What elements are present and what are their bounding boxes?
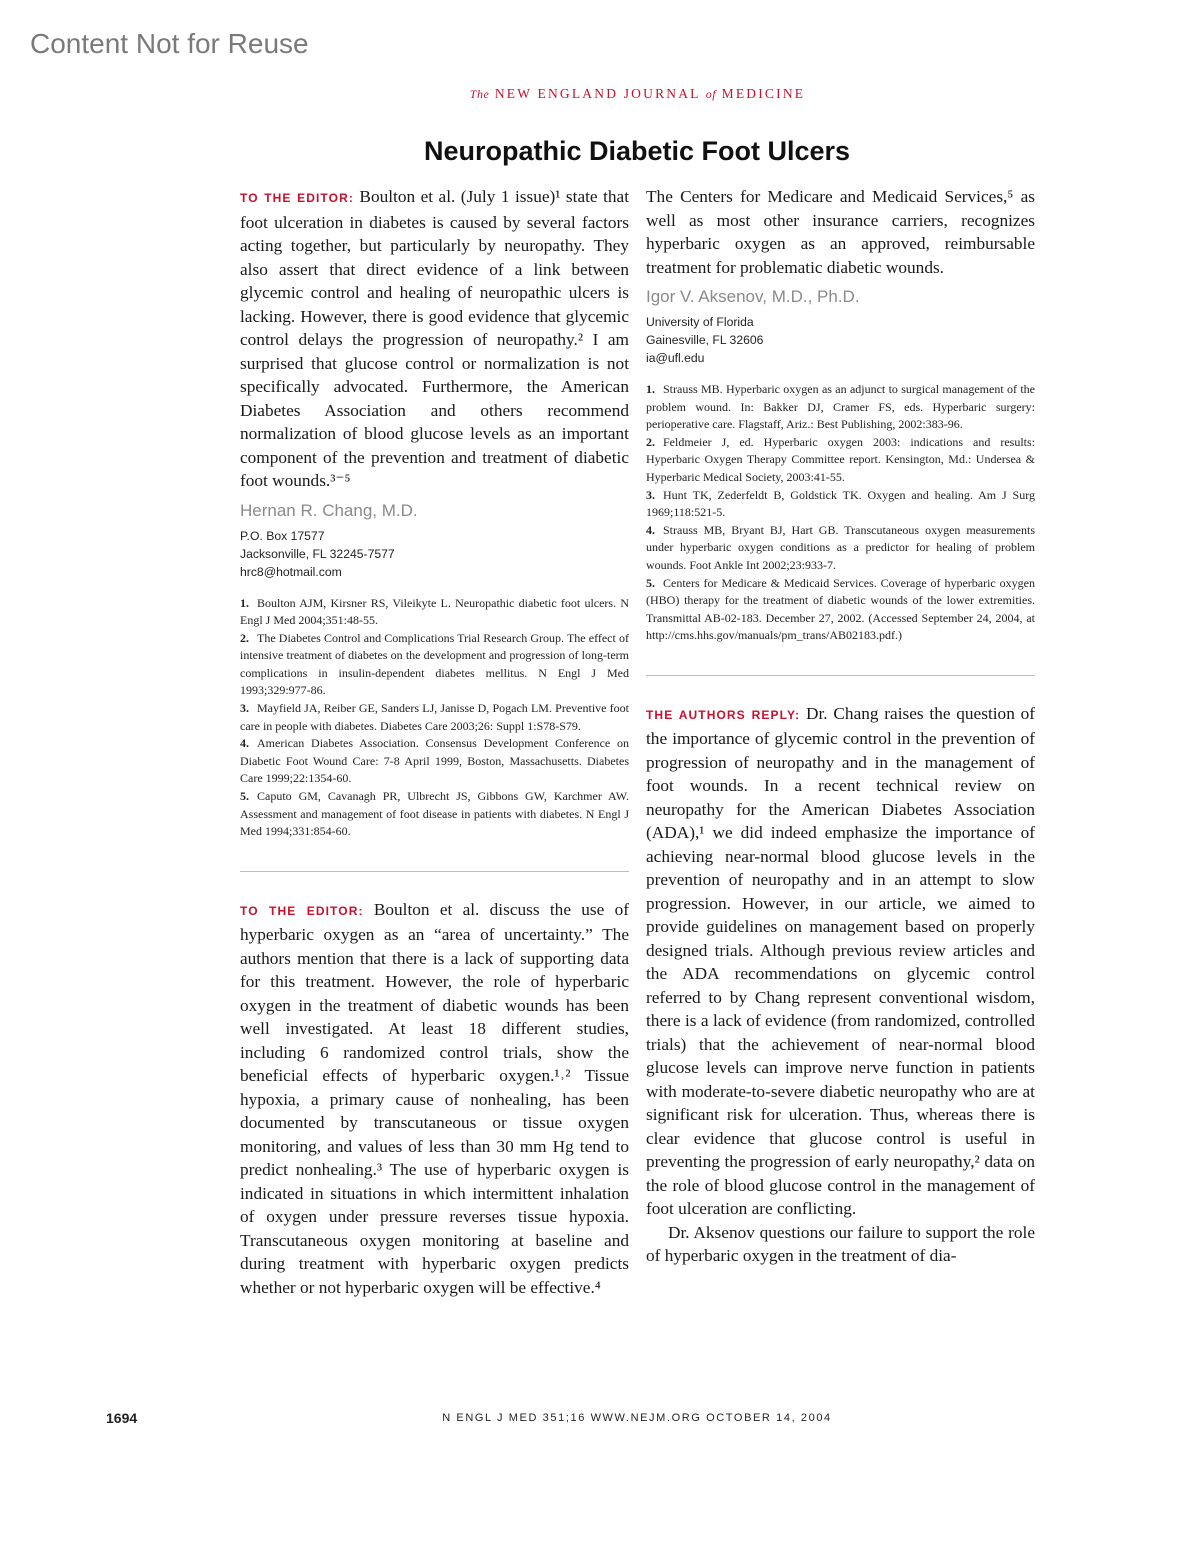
- reference-text: Strauss MB. Hyperbaric oxygen as an adjunct to surgical management of the problem wound. In: Bakker DJ, Cramer FS, eds. Hyperbaric surgery: perioperative care. Flagstaff, Ariz.: Best Publishing, 2002:383-96.: [646, 382, 1035, 432]
- reference-text: Mayfield JA, Reiber GE, Sanders LJ, Janisse D, Pogach LM. Preventive foot care in people with diabetes. Diabetes Care 2003;26: Suppl 1:S78-S79.: [240, 701, 629, 733]
- reference-number: 5.: [646, 575, 655, 590]
- reference-text: Centers for Medicare & Medicaid Services. Coverage of hyperbaric oxygen (HBO) therapy for the treatment of diabetic wounds of the lower extremities. Transmittal AB-02-183. December 27, 2002. (Accessed September 24, 2004, at http://cms.hhs.gov/manuals/pm_trans/AB02183.pdf.): [646, 575, 1035, 643]
- left-column: [240, 185, 629, 1299]
- reply-body-1: Dr. Chang raises the question of the importance of glycemic control in the prevention of progression of neuropathy and in the management of foot wounds. In a recent technical review on neuropathy for the American Diabetes Association (ADA),¹ we did indeed emphasize the importance of achieving near-normal blood glucose levels in the prevention of neuropathy and in an attempt to slow progression. However, in our article, we aimed to provide guidelines on management based on properly designed trials. Although previous review articles and the ADA recommendations on glycemic control referred to by Chang represent conventional wisdom, there is a lack of evidence (from randomized, controlled trials) that the achievement of near-normal blood glucose levels can improve nerve function in patients with moderate-to-severe diabetic neuropathy who are at significant risk for ulceration. Thus, whereas there is clear evidence that glucose control is useful in preventing the progression of early neuropathy,² data on the role of blood glucose control in the management of foot ulceration are conflicting.: [646, 703, 1035, 1219]
- reference-text: Caputo GM, Cavanagh PR, Ulbrecht JS, Gibbons GW, Karchmer AW. Assessment and management of foot disease in patients with diabetes. N Engl J Med 1994;331:854-60.: [240, 789, 629, 839]
- reference-text: Strauss MB, Bryant BJ, Hart GB. Transcutaneous oxygen measurements under hyperbaric oxygen conditions as a predictor for healing of problem wounds. Foot Ankle Int 2002;23:933-7.: [646, 522, 1035, 572]
- letter2-paragraph-continued: The Centers for Medicare and Medicaid Services,⁵ as well as most other insurance carriers, recognizes hyperbaric oxygen as an approved, reimbursable treatment for problematic diabetic wounds.: [646, 187, 1035, 277]
- reference-item: [646, 381, 1035, 434]
- footer-citation: N ENGL J MED 351;16 WWW.NEJM.ORG OCTOBER 14, 2004: [442, 1412, 832, 1424]
- letter1-author: Hernan R. Chang, M.D.: [240, 500, 418, 520]
- letter1-address-line: P.O. Box 17577: [240, 528, 325, 543]
- letter1-email[interactable]: hrc8@hotmail.com: [240, 564, 342, 579]
- reference-number: 2.: [646, 434, 655, 449]
- journal-medicine: MEDICINE: [721, 86, 806, 101]
- reference-number: 5.: [240, 789, 249, 804]
- letter2-email[interactable]: ia@ufl.edu: [646, 351, 705, 365]
- reference-text: Hunt TK, Zederfeldt B, Goldstick TK. Oxygen and healing. Am J Surg 1969;118:521-5.: [646, 487, 1035, 520]
- reference-text: American Diabetes Association. Consensus Development Conference on Diabetic Foot Wound Care: 7-8 April 1999, Boston, Massachusetts. Diabetes Care 1999;22:1354-60.: [240, 736, 629, 786]
- reply-paragraph-1: [646, 702, 1035, 1221]
- letter2-address-line: Gainesville, FL 32606: [646, 333, 764, 347]
- letter2-lead: TO THE EDITOR:: [240, 903, 364, 918]
- reference-number: 3.: [240, 701, 249, 716]
- right-column: [646, 185, 1035, 1268]
- reference-item: [240, 788, 629, 841]
- reference-item: [240, 630, 629, 700]
- letter2-author: Igor V. Aksenov, M.D., Ph.D.: [646, 287, 860, 306]
- reference-number: 3.: [646, 487, 655, 502]
- section-divider: [240, 871, 629, 872]
- reference-item: [240, 595, 629, 630]
- journal-masthead: [0, 86, 1200, 102]
- reference-item: [240, 735, 629, 788]
- reference-text: The Diabetes Control and Complications Trial Research Group. The effect of intensive treatment of diabetes on the development and progression of long-term complications in insulin-dependent diabetes mellitus. N Engl J Med 1993;329:977-86.: [240, 630, 629, 698]
- section-divider: [646, 675, 1035, 676]
- letter1-references: [240, 595, 629, 841]
- journal-of: of: [705, 87, 717, 101]
- letter1-paragraph: [240, 185, 629, 493]
- letter2-address-line: University of Florida: [646, 315, 754, 329]
- reference-number: 4.: [240, 736, 249, 751]
- letter2-address: [646, 313, 1035, 367]
- letter1-body: Boulton et al. (July 1 issue)¹ state that foot ulceration in diabetes is caused by several factors acting together, but particularly by neuropathy. They also assert that direct evidence of a link between glycemic control and healing of neuropathic ulcers is lacking. However, there is good evidence that glycemic control delays the progression of neuropathy.² I am surprised that glucose control or normalization is not specifically advocated. Furthermore, the American Diabetes Association and others recommend normalization of blood glucose levels as an important component of the prevention and treatment of diabetic foot wounds.³⁻⁵: [240, 187, 629, 490]
- page-number: 1694: [106, 1410, 138, 1426]
- reply-lead: THE AUTHORS REPLY:: [646, 707, 801, 722]
- letter1-address: [240, 527, 629, 581]
- reference-number: 1.: [240, 595, 249, 610]
- letter1-lead: TO THE EDITOR:: [240, 191, 354, 205]
- letter2-paragraph: [240, 898, 629, 1300]
- letter2-references: [646, 381, 1035, 645]
- reference-item: [646, 522, 1035, 575]
- journal-new-england: NEW ENGLAND JOURNAL: [494, 86, 701, 101]
- reference-text: Feldmeier J, ed. Hyperbaric oxygen 2003: indications and results: Hyperbaric Oxygen Therapy Committee report. Kensington, Md.: Undersea & Hyperbaric Medical Society, 2003:41-55.: [646, 434, 1035, 484]
- journal-the: The: [469, 87, 490, 101]
- reference-item: [646, 487, 1035, 522]
- reference-number: 2.: [240, 630, 249, 645]
- letter2-body: Boulton et al. discuss the use of hyperbaric oxygen as an “area of uncertainty.” The authors mention that there is a lack of supporting data for this treatment. However, the role of hyperbaric oxygen in the treatment of diabetic wounds has been well investigated. At least 18 different studies, including 6 randomized control trials, show the beneficial effects of hyperbaric oxygen.¹˒² Tissue hypoxia, a primary cause of nonhealing, has been documented by transcutaneous or tissue oxygen monitoring, and values of less than 30 mm Hg tend to predict nonhealing.³ The use of hyperbaric oxygen is indicated in situations in which intermittent inhalation of oxygen under pressure reverses tissue hypoxia. Transcutaneous oxygen monitoring at baseline and during treatment with hyperbaric oxygen predicts whether or not hyperbaric oxygen will be effective.⁴: [240, 899, 629, 1297]
- reference-item: [646, 575, 1035, 645]
- reference-number: 4.: [646, 522, 655, 537]
- watermark: Content Not for Reuse: [30, 28, 309, 59]
- reference-item: [646, 434, 1035, 487]
- reply-paragraph-2: Dr. Aksenov questions our failure to support the role of hyperbaric oxygen in the treatment of dia-: [646, 1222, 1035, 1266]
- article-title: Neuropathic Diabetic Foot Ulcers: [423, 136, 851, 166]
- reference-number: 1.: [646, 382, 655, 396]
- letter1-address-line: Jacksonville, FL 32245-7577: [240, 546, 395, 561]
- reference-item: [240, 700, 629, 735]
- reference-text: Boulton AJM, Kirsner RS, Vileikyte L. Neuropathic diabetic foot ulcers. N Engl J Med 2004;351:48-55.: [240, 595, 629, 628]
